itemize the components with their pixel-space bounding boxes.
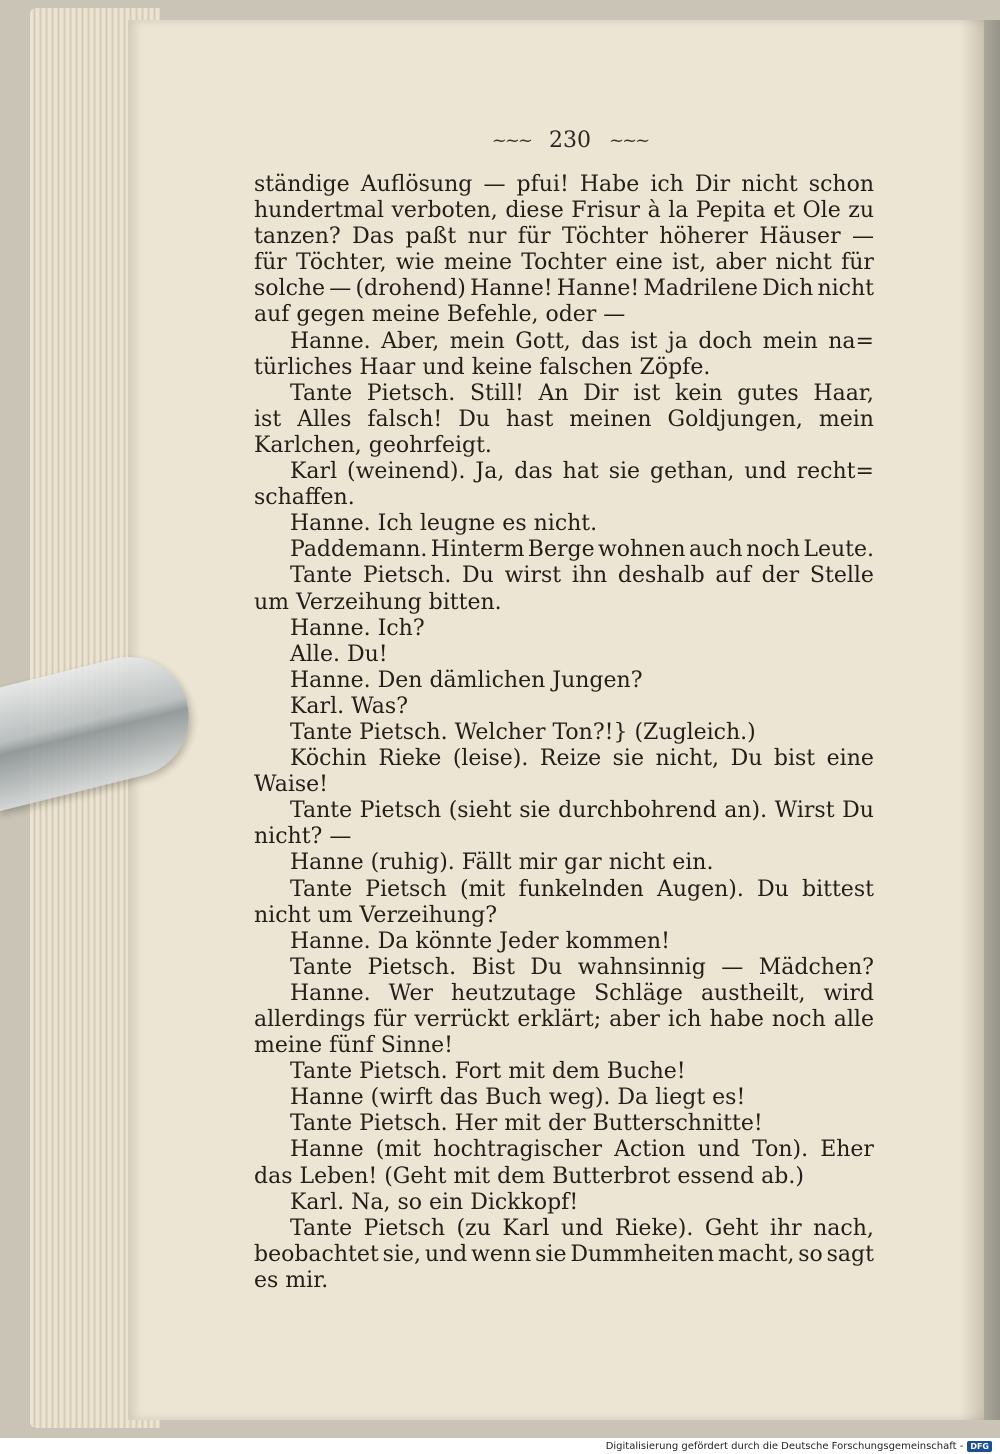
text-word: Ole (802, 198, 841, 224)
text-word: Habe (579, 172, 640, 197)
text-word: sie (535, 1241, 567, 1267)
text-word: mein (762, 328, 818, 354)
text-word: falsch! (367, 406, 443, 432)
text-word: Tante (290, 563, 353, 589)
text-word: solche (254, 276, 326, 302)
text-word: wirst (504, 563, 562, 589)
text-word: hast (505, 406, 554, 432)
text-word: doch (698, 328, 753, 354)
text-line-content: schaffen. (254, 485, 355, 511)
text-word: Tochter (521, 250, 607, 276)
text-line (254, 1137, 874, 1163)
text-word: für (517, 224, 551, 250)
text-word: la (668, 198, 689, 224)
text-word: Aber, (381, 328, 440, 354)
text-word: beobachtet (254, 1241, 379, 1267)
text-line (254, 1033, 874, 1059)
text-line (254, 511, 874, 537)
text-word: so (798, 1241, 823, 1267)
text-word: Wer (388, 980, 434, 1006)
page-number: 230 (549, 127, 591, 153)
text-line (254, 459, 874, 485)
text-word: wie (395, 250, 435, 276)
text-word: Schläge (594, 980, 683, 1006)
text-line (254, 850, 874, 876)
text-line (254, 877, 874, 903)
text-word: Köchin (290, 746, 367, 772)
text-word: Hinterm (430, 537, 525, 563)
page-header (480, 124, 660, 156)
text-line (254, 616, 874, 642)
text-word: Töchter, (296, 250, 387, 276)
text-word: Karl (502, 1215, 550, 1241)
text-line-content: Hanne. Da könnte Jeder kommen! (290, 928, 670, 954)
text-word: und (560, 1215, 604, 1241)
text-word: (mit (375, 1137, 422, 1163)
text-word: Pietsch. (362, 563, 452, 589)
text-word: wird (823, 980, 874, 1006)
text-word: (mit (459, 876, 506, 902)
text-word: (leise). (452, 746, 529, 772)
text-word: Du (730, 746, 763, 772)
text-word: — (721, 954, 744, 980)
text-word: und (744, 459, 787, 485)
text-word: Du (842, 798, 874, 824)
text-word: gethan, (649, 459, 735, 485)
text-word: funkelnden (518, 876, 644, 902)
text-word: Reize (539, 746, 602, 772)
text-line (254, 1268, 874, 1294)
text-line-content: türliches Haar und keine falschen Zöpfe. (254, 354, 711, 380)
text-word: Töchter (561, 224, 648, 250)
text-word: Tante (290, 954, 353, 980)
text-word: diese (505, 198, 564, 224)
text-word: Dir (694, 172, 731, 197)
text-word: (sieht (448, 798, 512, 824)
text-line-content: Karl. Na, so ein Dickkopf! (290, 1189, 579, 1215)
text-line (254, 929, 874, 955)
text-word: noch (771, 1007, 826, 1032)
text-word: Haar, (813, 380, 874, 406)
text-line (254, 824, 874, 850)
text-line (254, 668, 874, 694)
text-line (254, 798, 874, 824)
text-word: nach, (813, 1215, 874, 1241)
text-word: eine (615, 250, 663, 276)
text-line (254, 433, 874, 459)
text-word: Hanne! (470, 276, 553, 302)
text-word: Tante (290, 1215, 353, 1241)
text-word: Tante (290, 876, 353, 902)
text-word: alle (833, 1007, 874, 1032)
text-word: Du (530, 954, 563, 980)
text-line-content: Hanne (wirft das Buch weg). Da liegt es! (290, 1085, 746, 1111)
text-word: wenn (471, 1241, 532, 1267)
text-line-content: Tante Pietsch. Fort mit dem Buche! (290, 1059, 686, 1085)
text-word: Mädchen? (758, 954, 874, 980)
text-word: sie (519, 798, 551, 824)
text-word: Pietsch. (367, 954, 457, 980)
text-word: noch (746, 537, 800, 563)
text-word: durchbohrend (558, 798, 717, 824)
text-line (254, 355, 874, 381)
text-word: — (851, 224, 874, 250)
text-word: (zu (456, 1215, 491, 1241)
text-word: zu (848, 198, 874, 224)
text-word: für (254, 250, 287, 276)
text-line (254, 381, 874, 407)
text-line-content: Hanne. Den dämlichen Jungen? (290, 667, 643, 693)
text-line-content: Hanne (ruhig). Fällt mir gar nicht ein. (290, 850, 714, 876)
text-line-content: Waise! (254, 772, 329, 798)
text-word: Paddemann. (290, 537, 428, 563)
text-line (254, 642, 874, 668)
text-word: Das (352, 224, 395, 250)
text-line-content: es mir. (254, 1267, 329, 1293)
text-word: Pietsch (359, 798, 442, 824)
text-word: nicht, (655, 746, 720, 772)
text-word: ist (630, 328, 658, 354)
text-word: Hanne (290, 1137, 364, 1163)
text-line (254, 407, 874, 433)
text-word: pfui! (516, 172, 569, 197)
text-word: gutes (737, 380, 799, 406)
text-line (254, 198, 874, 224)
text-word: sagt (826, 1241, 874, 1267)
text-word: ich (667, 1007, 702, 1032)
text-word: auf (715, 563, 751, 589)
text-word: Hanne! (556, 276, 640, 302)
text-line-content: meine fünf Sinne! (254, 1033, 454, 1059)
text-word: für (841, 250, 874, 276)
text-word: sie (612, 746, 644, 772)
text-word: der (761, 563, 800, 589)
text-line (254, 590, 874, 616)
text-word: meinen (569, 406, 652, 432)
text-word: nicht (817, 276, 874, 302)
text-word: macht, (718, 1241, 795, 1267)
text-word: an). (724, 798, 768, 824)
text-line (254, 1111, 874, 1137)
header-ornament-right: ~~~ (609, 129, 649, 151)
text-word: mein (449, 328, 505, 354)
text-word: Berge (527, 537, 595, 563)
text-word: Rieke). (614, 1215, 694, 1241)
text-word: Gott, (515, 328, 571, 354)
text-line (254, 981, 874, 1007)
text-line (254, 1164, 874, 1190)
text-word: Leute. (803, 537, 874, 563)
text-line-content: Tante Pietsch. Her mit der Butterschnitte! (290, 1111, 763, 1137)
text-word: ist (254, 406, 282, 432)
text-word: meine (443, 250, 512, 276)
text-word: Ton). (752, 1137, 809, 1163)
footer (606, 1438, 992, 1454)
text-word: Augen). (656, 876, 744, 902)
text-line (254, 720, 874, 746)
text-word: allerdings (254, 1007, 366, 1032)
text-word: Still! (469, 380, 524, 406)
text-line (254, 903, 874, 929)
text-word: mein (818, 406, 874, 432)
text-word: na= (828, 328, 874, 354)
text-line-content: nicht? — (254, 824, 352, 850)
text-word: Madrilene (643, 276, 758, 302)
text-word: Häuser (759, 224, 841, 250)
text-word: und (424, 1241, 468, 1267)
text-word: nicht (741, 172, 798, 197)
text-word: et (773, 198, 796, 224)
text-word: Wirst (774, 798, 835, 824)
text-line-content: das Leben! (Geht mit dem Butterbrot essend ab.) (254, 1163, 804, 1189)
text-word: nicht (775, 250, 832, 276)
text-line (254, 694, 874, 720)
text-word: Dir (583, 380, 619, 406)
text-line (254, 172, 874, 198)
text-word: ständige (254, 172, 350, 197)
text-line-content: auf gegen meine Befehle, oder — (254, 302, 626, 328)
text-word: Bist (471, 954, 515, 980)
text-word: An (538, 380, 569, 406)
text-word: Ja, (475, 459, 505, 485)
text-word: Geht (704, 1215, 759, 1241)
text-line (254, 537, 874, 563)
text-line (254, 955, 874, 981)
text-word: heutzutage (451, 980, 577, 1006)
text-line-content: Hanne. Ich? (290, 615, 425, 641)
text-word: Karl (290, 459, 338, 485)
text-word: für (373, 1007, 407, 1032)
text-word: Tante (290, 798, 353, 824)
text-word: Hanne. (290, 980, 371, 1006)
text-line (254, 746, 874, 772)
text-line (254, 772, 874, 798)
text-word: (weinend). (347, 459, 466, 485)
text-line-content: Karlchen, geohrfeigt. (254, 432, 492, 458)
page-text (254, 172, 874, 1294)
text-word: austheilt, (700, 980, 806, 1006)
text-word: recht= (796, 459, 874, 485)
text-word: Tante (290, 380, 353, 406)
text-line (254, 1190, 874, 1216)
text-word: kein (675, 380, 723, 406)
text-line (254, 485, 874, 511)
text-word: Goldjungen, (667, 406, 803, 432)
text-word: bist (773, 746, 816, 772)
text-word: Pepita (695, 198, 766, 224)
text-word: wahnsinnig (577, 954, 706, 980)
text-line-content: Alle. Du! (290, 641, 388, 667)
text-line (254, 1216, 874, 1242)
text-line (254, 1007, 874, 1033)
text-word: wohnen (597, 537, 686, 563)
text-line (254, 224, 874, 250)
text-word: ist (633, 380, 661, 406)
text-word: Du (462, 563, 494, 589)
text-word: verboten, (391, 198, 498, 224)
text-word: ich (650, 172, 684, 197)
header-ornament-left: ~~~ (491, 129, 531, 151)
text-word: das (581, 328, 620, 354)
text-word: eine (826, 746, 874, 772)
text-word: Alles (297, 406, 352, 432)
text-word: höherer (659, 224, 748, 250)
text-word: (drohend) (355, 276, 466, 302)
text-line-content: Karl. Was? (290, 693, 408, 719)
text-word: Frisur (571, 198, 641, 224)
text-word: Pietsch (363, 1215, 446, 1241)
text-word: bittest (802, 876, 874, 902)
text-word: à (647, 198, 661, 224)
text-line (254, 563, 874, 589)
text-word: deshalb (617, 563, 705, 589)
text-word: — (329, 276, 352, 302)
footer-credit: Digitalisierung gefördert durch die Deutsche Forschungsgemeinschaft - (605, 1440, 964, 1452)
text-word: ja (667, 328, 688, 354)
text-line (254, 250, 874, 276)
text-line (254, 302, 874, 328)
text-word: ist, (671, 250, 707, 276)
dfg-logo: DFG (967, 1441, 992, 1452)
text-word: Eher (820, 1137, 874, 1163)
text-line (254, 329, 874, 355)
text-word: paßt (405, 224, 457, 250)
text-word: Dummheiten (570, 1241, 715, 1267)
text-word: Auflösung (360, 172, 473, 197)
text-word: — (483, 172, 506, 197)
text-word: Dich (762, 276, 814, 302)
text-word: nur (467, 224, 507, 250)
text-line-content: um Verzeihung bitten. (254, 589, 502, 615)
spine-shadow (960, 20, 1000, 1420)
text-word: schon (808, 172, 874, 197)
text-line (254, 276, 874, 302)
text-word: auch (688, 537, 743, 563)
text-word: habe (709, 1007, 764, 1032)
text-line-content: Tante Pietsch. Welcher Ton?!} (Zugleich.) (290, 719, 756, 745)
text-word: verrückt (414, 1007, 510, 1032)
text-word: tanzen? (254, 224, 341, 250)
text-word: sie, (382, 1241, 421, 1267)
text-word: sie (608, 459, 641, 485)
text-word: Hanne. (290, 328, 371, 354)
text-word: das (514, 459, 553, 485)
text-word: Rieke (378, 746, 442, 772)
text-line (254, 1085, 874, 1111)
text-word: Pietsch (365, 876, 447, 902)
text-word: aber (609, 1007, 660, 1032)
text-word: hundertmal (254, 198, 384, 224)
text-line-content: nicht um Verzeihung? (254, 902, 497, 928)
text-word: Du (757, 876, 789, 902)
text-word: Du (458, 406, 490, 432)
text-word: aber (715, 250, 767, 276)
text-line-content: Hanne. Ich leugne es nicht. (290, 511, 598, 537)
text-word: Stelle (809, 563, 874, 589)
text-line (254, 1242, 874, 1268)
text-word: erklärt; (517, 1007, 602, 1032)
text-word: Action (614, 1137, 686, 1163)
text-line (254, 1059, 874, 1085)
text-word: hat (562, 459, 599, 485)
text-word: Pietsch. (366, 380, 456, 406)
text-word: ihr (769, 1215, 802, 1241)
text-word: und (697, 1137, 741, 1163)
text-word: ihn (571, 563, 608, 589)
text-word: hochtragischer (433, 1137, 602, 1163)
